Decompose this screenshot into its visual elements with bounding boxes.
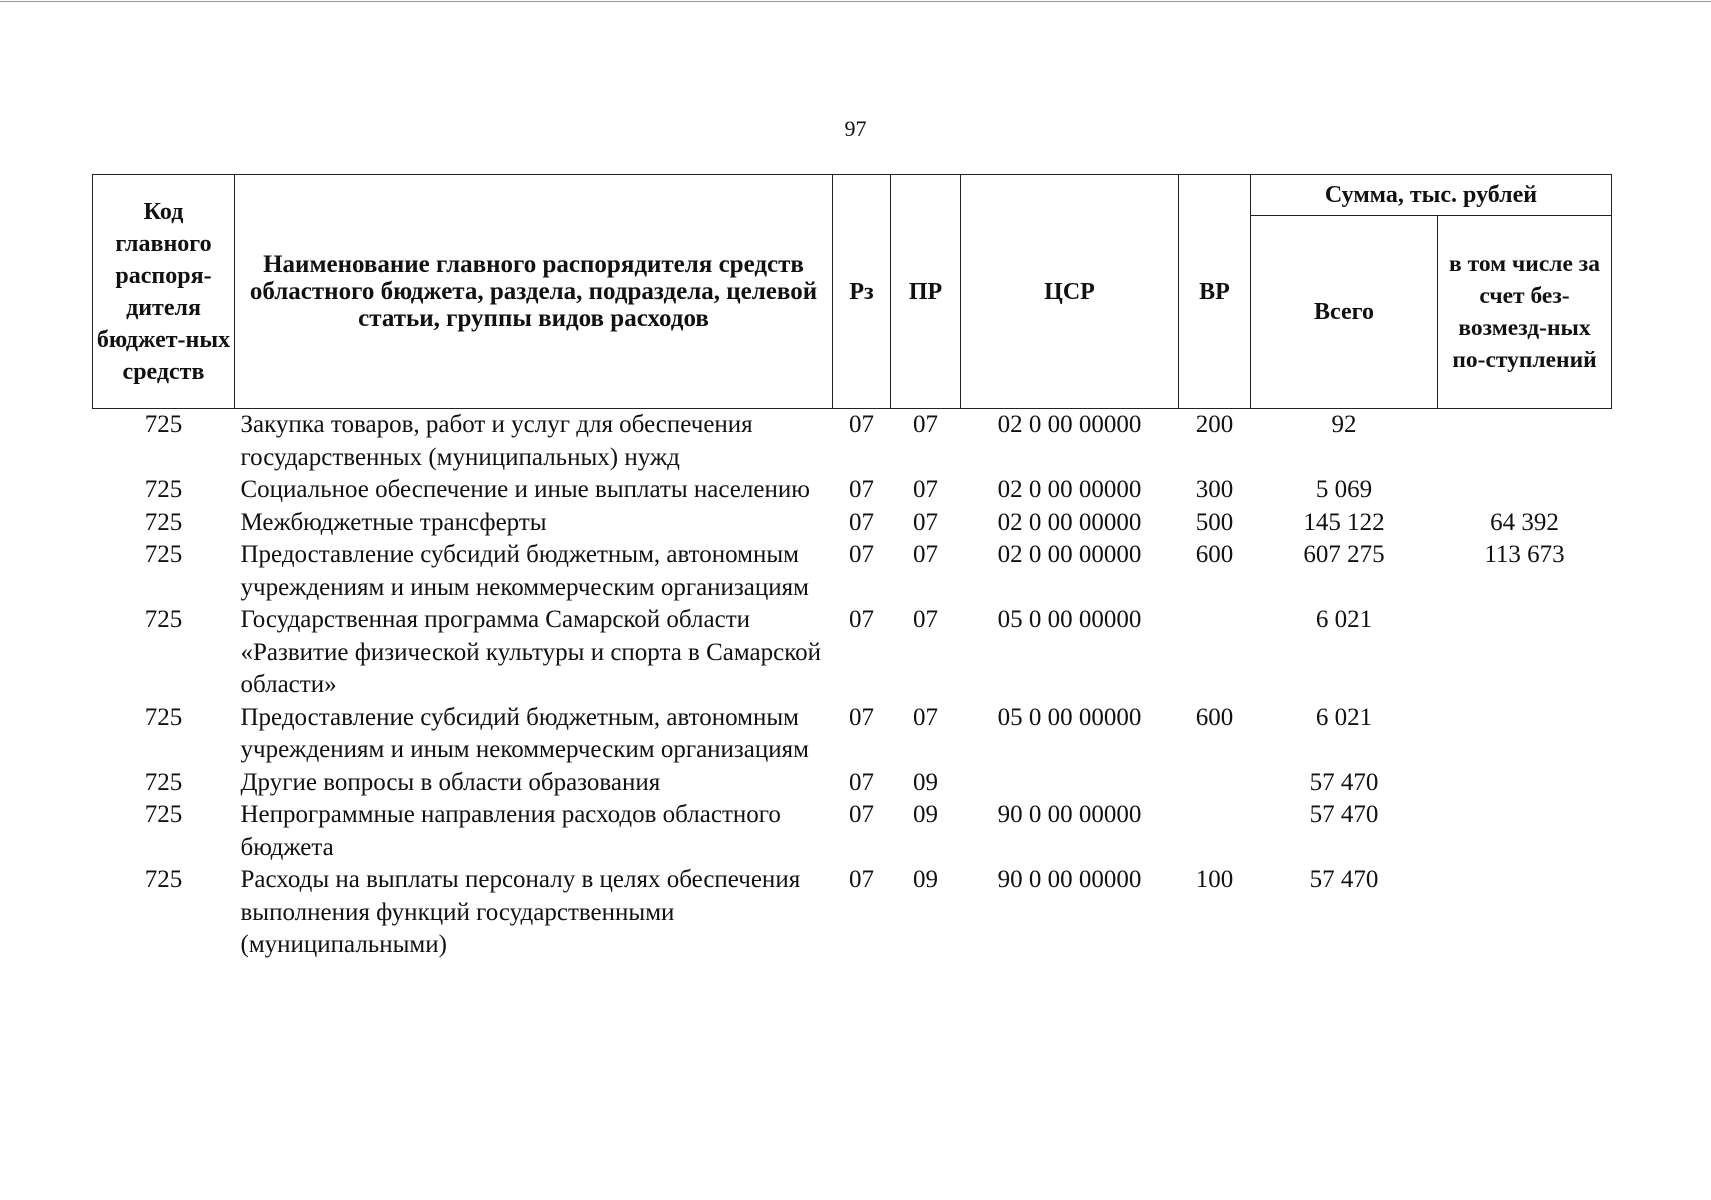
cell-pr: 07 [913, 508, 938, 536]
cell-rz: 07 [849, 541, 874, 568]
cell-vr: 300 [1195, 476, 1234, 503]
cell-csr: 05 0 00 00000 [997, 703, 1142, 731]
top-border-line [0, 1, 1711, 2]
cell-pr: 09 [913, 866, 938, 893]
cell-rz: 07 [849, 476, 874, 503]
table-row [93, 767, 1612, 800]
table-row [93, 409, 1612, 475]
header-csr: ЦСР [961, 175, 1179, 409]
cell-rz: 07 [849, 768, 874, 796]
cell-code: 725 [144, 801, 183, 828]
header-rz: Рз [833, 175, 891, 409]
cell-name: Межбюджетные трансферты [240, 508, 547, 536]
cell-rz: 07 [849, 508, 874, 536]
header-code: Код главного распоря-дителя бюджет-ных средств [93, 175, 235, 409]
cell-name: Государственная программа Самарской области «Развитие физической культуры и спорта в Самарской области» [240, 606, 821, 698]
cell-rz: 07 [849, 801, 874, 828]
cell-free: 113 673 [1484, 541, 1565, 568]
cell-vr: 600 [1195, 541, 1234, 568]
cell-code: 725 [144, 476, 183, 503]
cell-csr: 02 0 00 00000 [997, 508, 1142, 536]
cell-code: 725 [144, 768, 183, 796]
cell-total: 607 275 [1303, 541, 1385, 568]
cell-free [1438, 474, 1612, 507]
cell-name: Расходы на выплаты персоналу в целях обеспечения выполнения функций государственными (муниципальными) [240, 866, 801, 958]
cell-free [1438, 604, 1612, 702]
cell-csr: 02 0 00 00000 [997, 411, 1142, 438]
cell-pr: 07 [913, 411, 938, 438]
cell-rz: 07 [849, 866, 874, 893]
cell-name: Закупка товаров, работ и услуг для обеспечения государственных (муниципальных) нужд [240, 411, 753, 471]
cell-total: 57 470 [1309, 768, 1379, 796]
cell-pr: 07 [913, 541, 938, 568]
cell-total: 5 069 [1315, 476, 1373, 503]
cell-code: 725 [144, 508, 183, 536]
header-sum-group: Сумма, тыс. рублей [1251, 175, 1612, 216]
cell-total: 6 021 [1315, 703, 1373, 731]
cell-rz: 07 [849, 606, 874, 633]
cell-total: 92 [1331, 411, 1357, 438]
cell-pr: 09 [913, 768, 938, 796]
cell-code: 725 [144, 866, 183, 893]
cell-name: Другие вопросы в области образования [240, 768, 661, 796]
cell-total: 57 470 [1309, 866, 1379, 893]
cell-vr [1179, 799, 1251, 864]
cell-csr: 02 0 00 00000 [997, 476, 1142, 503]
cell-csr [961, 767, 1179, 800]
budget-table [92, 174, 1612, 962]
cell-vr: 100 [1195, 866, 1234, 893]
table-body [93, 409, 1612, 962]
cell-free [1438, 702, 1612, 767]
cell-total: 57 470 [1309, 801, 1379, 828]
cell-free: 64 392 [1490, 508, 1559, 536]
page-number: 97 [844, 116, 867, 141]
header-total: Всего [1251, 216, 1438, 409]
cell-code: 725 [144, 606, 183, 633]
table-row [93, 702, 1612, 767]
cell-csr: 90 0 00 00000 [997, 801, 1142, 828]
table-row [93, 507, 1612, 540]
cell-code: 725 [144, 541, 183, 568]
header-free: в том числе за счет без-возмезд-ных по-ступлений [1438, 216, 1612, 409]
cell-pr: 07 [913, 476, 938, 503]
cell-name: Предоставление субсидий бюджетным, автономным учреждениям и иным некоммерческим организациям [240, 541, 809, 601]
cell-total: 145 122 [1303, 508, 1385, 536]
cell-vr [1179, 767, 1251, 800]
table-row [93, 539, 1612, 604]
cell-code: 725 [144, 411, 183, 438]
cell-pr: 09 [913, 801, 938, 828]
cell-csr: 05 0 00 00000 [997, 606, 1142, 633]
cell-csr: 02 0 00 00000 [997, 541, 1142, 568]
cell-code: 725 [144, 703, 183, 731]
cell-free [1438, 864, 1612, 962]
header-vr: ВР [1179, 175, 1251, 409]
cell-vr: 600 [1195, 703, 1234, 731]
cell-vr: 200 [1195, 411, 1234, 438]
cell-total: 6 021 [1315, 606, 1373, 633]
cell-name: Социальное обеспечение и иные выплаты населению [240, 476, 810, 503]
cell-pr: 07 [913, 703, 938, 731]
cell-vr [1179, 604, 1251, 702]
header-name: Наименование главного распорядителя средств областного бюджета, раздела, подраздела, целевой статьи, группы видов расходов [235, 175, 833, 409]
cell-free [1438, 409, 1612, 475]
cell-pr: 07 [913, 606, 938, 633]
table-row [93, 604, 1612, 702]
cell-name: Непрограммные направления расходов областного бюджета [240, 801, 781, 861]
cell-vr: 500 [1195, 508, 1234, 536]
cell-free [1438, 799, 1612, 864]
table-row [93, 864, 1612, 962]
cell-free [1438, 767, 1612, 800]
table-row [93, 799, 1612, 864]
table-row [93, 474, 1612, 507]
header-pr: ПР [891, 175, 961, 409]
cell-csr: 90 0 00 00000 [997, 866, 1142, 893]
cell-name: Предоставление субсидий бюджетным, автономным учреждениям и иным некоммерческим организациям [240, 703, 809, 763]
table-header [93, 175, 1612, 409]
cell-rz: 07 [849, 703, 874, 731]
cell-rz: 07 [849, 411, 874, 438]
